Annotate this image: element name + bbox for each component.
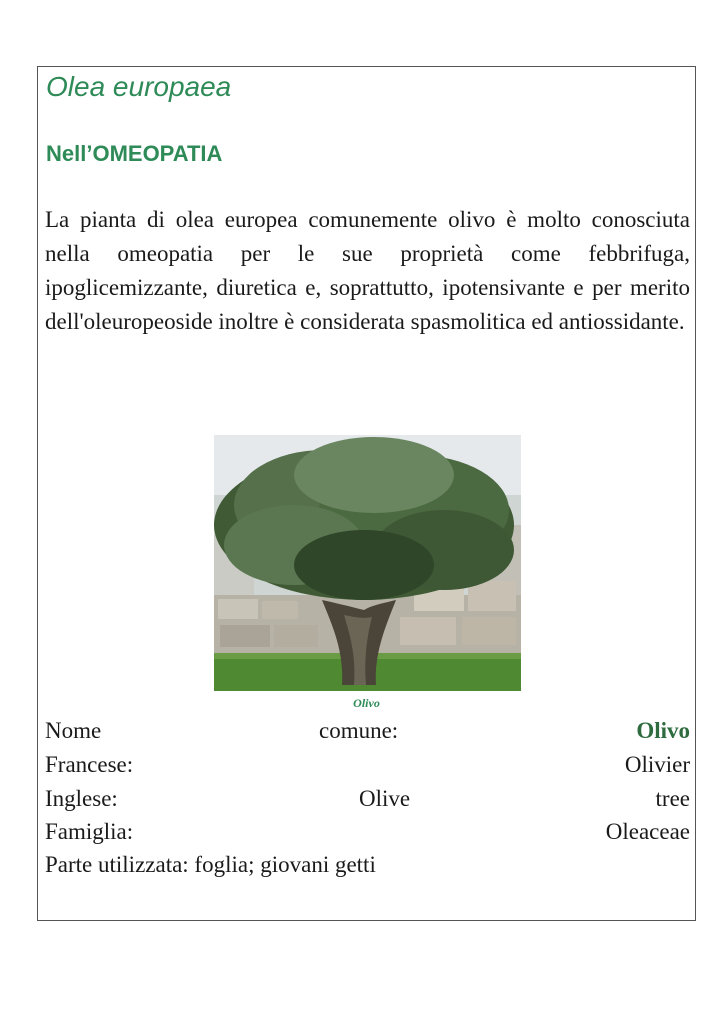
olive-tree-photo [214, 435, 521, 691]
parte-utilizzata-text: Parte utilizzata: foglia; giovani getti [45, 852, 376, 877]
nome-label: Nome [45, 718, 102, 743]
row-francese [45, 752, 690, 786]
famiglia-label: Famiglia: [45, 819, 134, 844]
row-nome-comune [45, 718, 690, 752]
description-paragraph: La pianta di olea europea comunemente olivo è molto conosciuta nella omeopatia per le sue proprietà come febbrifuga, ipoglicemizzante, diuretica e, soprattutto, ipotensivante e per merito dell'oleuropeoside inoltre è considerata spasmolitica ed antiossidante. [45, 207, 690, 334]
row-famiglia [45, 819, 690, 853]
section-heading: Nell’OMEOPATIA [46, 141, 223, 166]
inglese-mid: Olive [359, 786, 411, 811]
famiglia-value: Oleaceae [605, 819, 690, 844]
nome-value: Olivo [636, 718, 690, 743]
inglese-value: tree [655, 786, 690, 811]
row-parte-utilizzata [45, 852, 690, 886]
comune-label: comune: [319, 718, 399, 743]
inglese-label: Inglese: [45, 786, 118, 811]
photo-caption: Olivo [353, 696, 380, 710]
document-title: Olea europaea [46, 71, 232, 102]
francese-value: Olivier [624, 752, 690, 777]
francese-label: Francese: [45, 752, 134, 777]
row-inglese [45, 786, 690, 820]
document-frame [37, 66, 696, 921]
